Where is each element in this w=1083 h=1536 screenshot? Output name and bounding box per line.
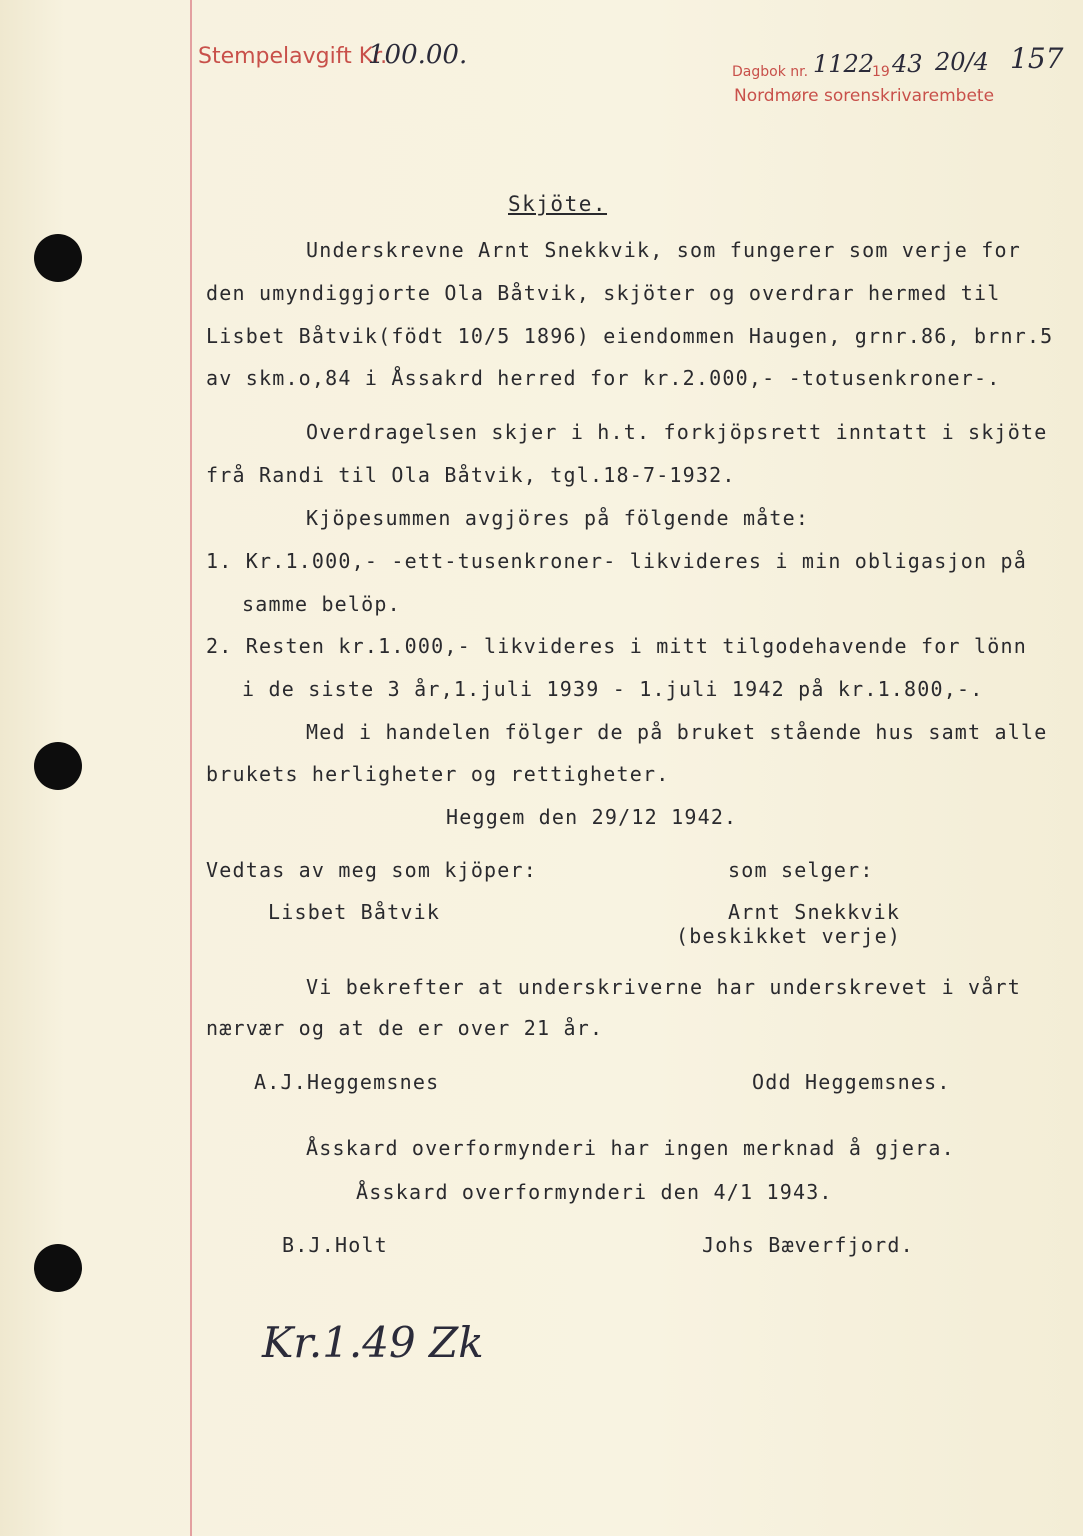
seller-role: (beskikket verje): [676, 924, 902, 948]
punch-hole-top: [34, 234, 82, 282]
punch-hole-bottom: [34, 1244, 82, 1292]
dagbok-year: 43: [892, 50, 923, 78]
body-line: 2. Resten kr.1.000,- likvideres i mitt tilgodehavende for lönn: [206, 634, 1027, 658]
office-stamp: Nordmøre sorenskrivarembete: [734, 86, 995, 106]
witness-text: nærvær og at de er over 21 år.: [206, 1016, 604, 1040]
page-number: 157: [1010, 42, 1064, 75]
body-line: brukets herligheter og rettigheter.: [206, 762, 670, 786]
body-line: den umyndiggjorte Ola Båtvik, skjöter og overdrar hermed til: [206, 281, 1001, 305]
punch-hole-middle: [34, 742, 82, 790]
stamp-fee-label: Stempelavgift Kr.: [198, 44, 388, 69]
guardian-text: Åsskard overformynderi har ingen merknad å gjera.: [306, 1136, 955, 1160]
place-date-line: Heggem den 29/12 1942.: [446, 805, 738, 829]
body-line: Kjöpesummen avgjöres på fölgende måte:: [306, 506, 810, 530]
dagbok-number: 1122: [813, 50, 875, 78]
witness-signature: A.J.Heggemsnes: [254, 1070, 440, 1094]
buyer-label: Vedtas av meg som kjöper:: [206, 858, 538, 882]
document-title: Skjöte.: [508, 192, 608, 216]
stamp-fee-amount: 100.00.: [368, 40, 468, 70]
body-line: 1. Kr.1.000,- -ett-tusenkroner- likvideres i min obligasjon på: [206, 549, 1027, 573]
guardian-signature: Johs Bæverfjord.: [702, 1233, 914, 1257]
body-line: Underskrevne Arnt Snekkvik, som fungerer som verje for: [306, 238, 1022, 262]
seller-name: Arnt Snekkvik: [728, 900, 901, 924]
guardian-date: Åsskard overformynderi den 4/1 1943.: [356, 1180, 833, 1204]
body-line: Overdragelsen skjer i h.t. forkjöpsrett inntatt i skjöte: [306, 420, 1048, 444]
year-prefix: 19: [872, 64, 890, 80]
buyer-name: Lisbet Båtvik: [268, 900, 441, 924]
body-line: samme belöp.: [242, 592, 401, 616]
dagbok-label: Dagbok nr.: [732, 64, 809, 80]
witness-signature: Odd Heggemsnes.: [752, 1070, 951, 1094]
margin-line: [190, 0, 192, 1536]
body-line: av skm.o,84 i Åssakrd herred for kr.2.000,- -totusenkroner-.: [206, 366, 1001, 390]
seller-label: som selger:: [728, 858, 874, 882]
body-line: frå Randi til Ola Båtvik, tgl.18-7-1932.: [206, 463, 736, 487]
body-line: Lisbet Båtvik(födt 10/5 1896) eiendommen Haugen, grnr.86, brnr.5: [206, 324, 1054, 348]
handwritten-fee-note: Kr.1.49 Zk: [262, 1318, 484, 1367]
body-line: Med i handelen fölger de på bruket stående hus samt alle: [306, 720, 1048, 744]
body-line: i de siste 3 år,1.juli 1939 - 1.juli 1942 på kr.1.800,-.: [242, 677, 984, 701]
dagbok-date: 20/4: [935, 48, 989, 76]
guardian-signature: B.J.Holt: [282, 1233, 388, 1257]
witness-text: Vi bekrefter at underskriverne har underskrevet i vårt: [306, 975, 1022, 999]
